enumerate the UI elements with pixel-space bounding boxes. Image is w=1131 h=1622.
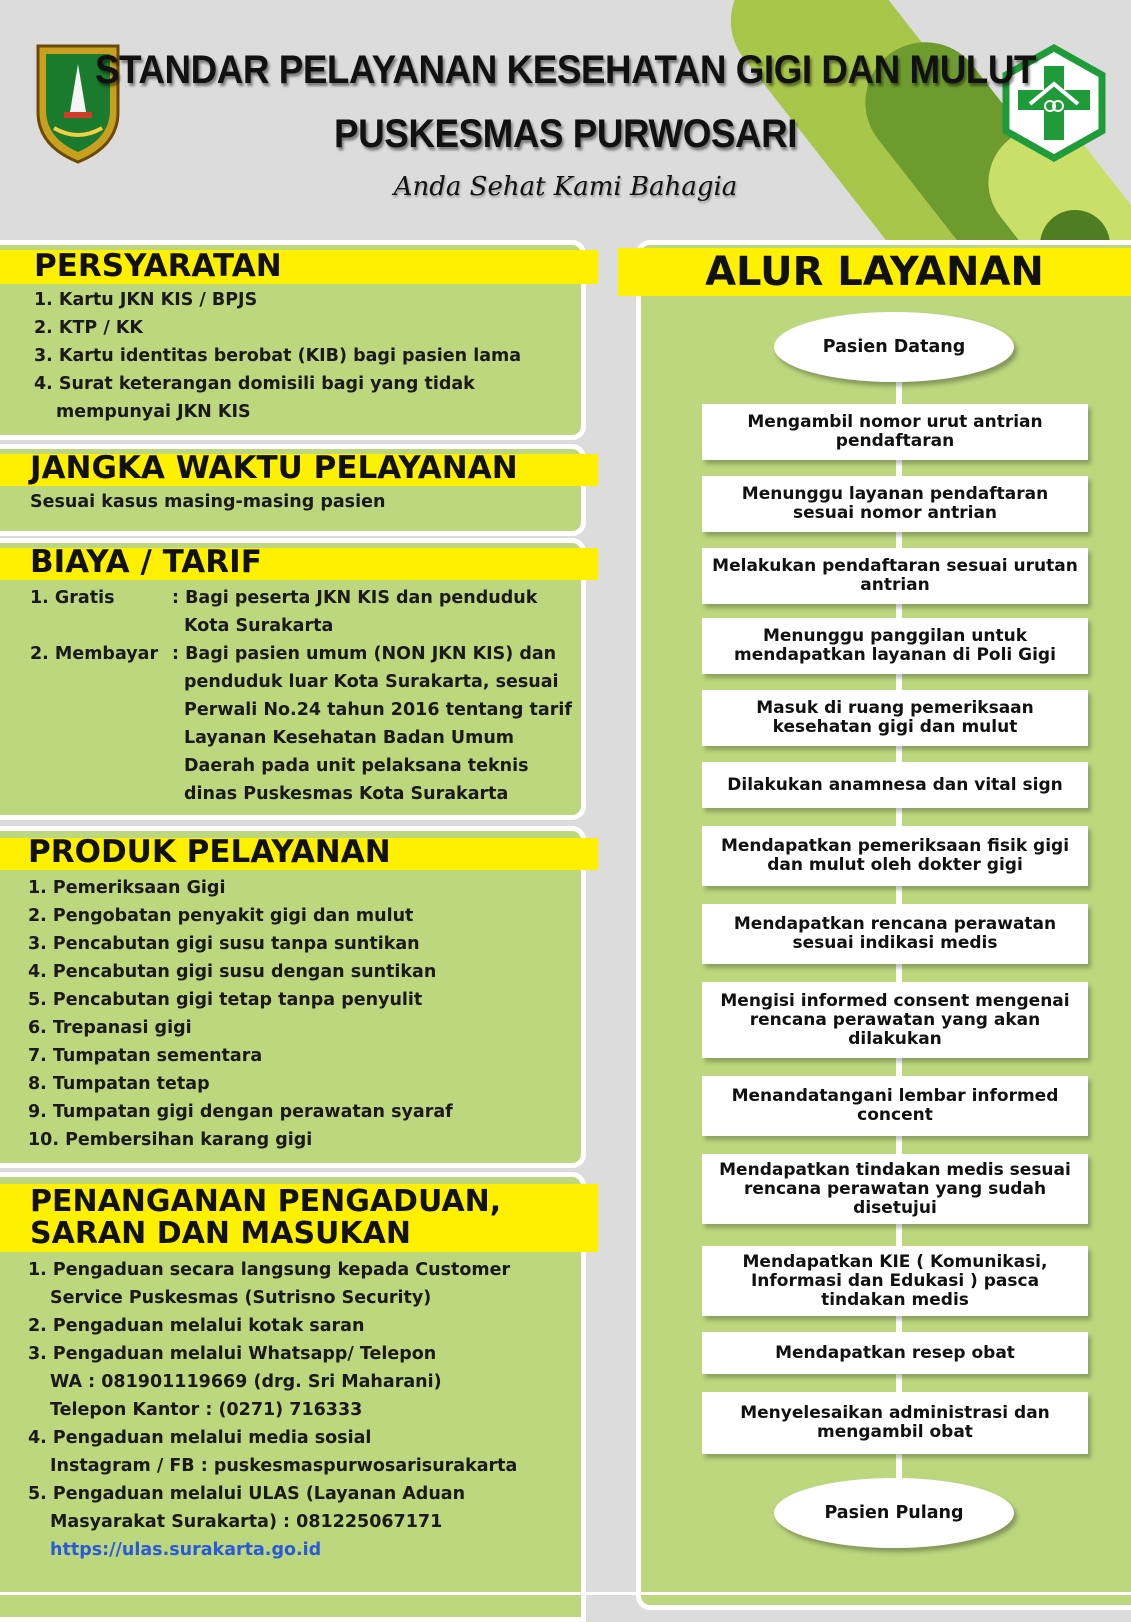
flow-step: Menunggu panggilan untuk mendapatkan layanan di Poli Gigi — [702, 618, 1088, 674]
fee-line: Daerah pada unit pelaksana teknis — [184, 756, 529, 776]
list-item: 2. Pengobatan penyakit gigi dan mulut — [28, 906, 414, 926]
list-item: 4. Surat keterangan domisili bagi yang tidak — [34, 374, 475, 394]
list-item: 3. Pencabutan gigi susu tanpa suntikan — [28, 934, 420, 954]
fees-heading: BIAYA / TARIF — [30, 544, 262, 580]
flow-step: Mengambil nomor urut antrian pendaftaran — [702, 404, 1088, 460]
list-item: WA : 081901119669 (drg. Sri Maharani) — [50, 1372, 442, 1392]
fee-item-free — [30, 584, 574, 640]
complaints-heading-line2: SARAN DAN MASUKAN — [30, 1216, 411, 1251]
list-item: 4. Pengaduan melalui media sosial — [28, 1428, 372, 1448]
list-item: Masyarakat Surakarta) : 081225067171 — [50, 1512, 443, 1532]
complaints-heading-line1: PENANGANAN PENGADUAN, — [30, 1184, 502, 1219]
list-item: 10. Pembersihan karang gigi — [28, 1130, 313, 1150]
flow-step: Melakukan pendaftaran sesuai urutan antrian — [702, 548, 1088, 604]
list-item: 4. Pencabutan gigi susu dengan suntikan — [28, 962, 437, 982]
fee-line: : Bagi peserta JKN KIS dan penduduk — [172, 588, 538, 608]
list-item: 5. Pencabutan gigi tetap tanpa penyulit — [28, 990, 423, 1010]
list-item: 6. Trepanasi gigi — [28, 1018, 192, 1038]
flow-step: Mendapatkan tindakan medis sesuai rencana perawatan yang sudah disetujui — [702, 1154, 1088, 1224]
flow-step: Menunggu layanan pendaftaran sesuai nomor antrian — [702, 476, 1088, 532]
fee-line: Kota Surakarta — [184, 616, 334, 636]
page-title-line1: STANDAR PELAYANAN KESEHATAN GIGI DAN MULUT — [95, 48, 1036, 92]
list-item: 1. Pemeriksaan Gigi — [28, 878, 226, 898]
list-item: mempunyai JKN KIS — [56, 402, 251, 422]
products-heading: PRODUK PELAYANAN — [28, 834, 391, 870]
fee-key: 1. Gratis — [30, 588, 115, 608]
fees-list — [30, 584, 574, 808]
duration-text: Sesuai kasus masing-masing pasien — [30, 492, 386, 512]
flow-step: Menyelesaikan administrasi dan mengambil obat — [702, 1392, 1088, 1454]
list-item: Service Puskesmas (Sutrisno Security) — [50, 1288, 432, 1308]
fee-line: Layanan Kesehatan Badan Umum — [184, 728, 515, 748]
list-item: Instagram / FB : puskesmaspurwosarisurakarta — [50, 1456, 518, 1476]
page-title-line2: PUSKESMAS PURWOSARI — [334, 112, 797, 156]
complaints-list — [28, 1256, 578, 1564]
list-item: 8. Tumpatan tetap — [28, 1074, 210, 1094]
flow-step: Mendapatkan resep obat — [702, 1332, 1088, 1374]
list-item: 3. Pengaduan melalui Whatsapp/ Telepon — [28, 1344, 437, 1364]
flow-step: Menandatangani lembar informed concent — [702, 1076, 1088, 1136]
list-item: 7. Tumpatan sementara — [28, 1046, 263, 1066]
ulas-link[interactable]: https://ulas.surakarta.go.id — [50, 1540, 322, 1560]
list-item: 3. Kartu identitas berobat (KIB) bagi pasien lama — [34, 346, 522, 366]
flow-step: Dilakukan anamnesa dan vital sign — [702, 762, 1088, 808]
products-list — [28, 874, 572, 1154]
flow-step: Mendapatkan rencana perawatan sesuai indikasi medis — [702, 904, 1088, 964]
fee-line: Perwali No.24 tahun 2016 tentang tarif — [184, 700, 572, 720]
flow-step: Mendapatkan pemeriksaan fisik gigi dan mulut oleh dokter gigi — [702, 826, 1088, 886]
flow-end: Pasien Pulang — [774, 1478, 1014, 1548]
flow-step: Masuk di ruang pemeriksaan kesehatan gigi dan mulut — [702, 690, 1088, 746]
fee-line: dinas Puskesmas Kota Surakarta — [184, 784, 509, 804]
fee-item-paid — [30, 640, 574, 808]
list-item: 1. Kartu JKN KIS / BPJS — [34, 290, 258, 310]
list-item: Telepon Kantor : (0271) 716333 — [50, 1400, 363, 1420]
flow-heading: ALUR LAYANAN — [705, 249, 1044, 295]
flow-start: Pasien Datang — [774, 312, 1014, 382]
requirements-heading: PERSYARATAN — [34, 248, 282, 284]
list-item: 2. Pengaduan melalui kotak saran — [28, 1316, 365, 1336]
flow-step: Mendapatkan KIE ( Komunikasi, Informasi dan Edukasi ) pasca tindakan medis — [702, 1246, 1088, 1316]
list-item: 9. Tumpatan gigi dengan perawatan syaraf — [28, 1102, 453, 1122]
footer-stripe — [0, 1592, 1131, 1595]
requirements-list — [34, 286, 574, 426]
list-item: 5. Pengaduan melalui ULAS (Layanan Aduan — [28, 1484, 466, 1504]
list-item: 1. Pengaduan secara langsung kepada Customer — [28, 1260, 511, 1280]
list-item: 2. KTP / KK — [34, 318, 143, 338]
fee-line: penduduk luar Kota Surakarta, sesuai — [184, 672, 559, 692]
fee-line: : Bagi pasien umum (NON JKN KIS) dan — [172, 644, 557, 664]
fee-key: 2. Membayar — [30, 644, 159, 664]
duration-heading: JANGKA WAKTU PELAYANAN — [30, 450, 518, 486]
tagline: Anda Sehat Kami Bahagia — [393, 172, 738, 202]
flow-step: Mengisi informed consent mengenai rencana perawatan yang akan dilakukan — [702, 982, 1088, 1058]
